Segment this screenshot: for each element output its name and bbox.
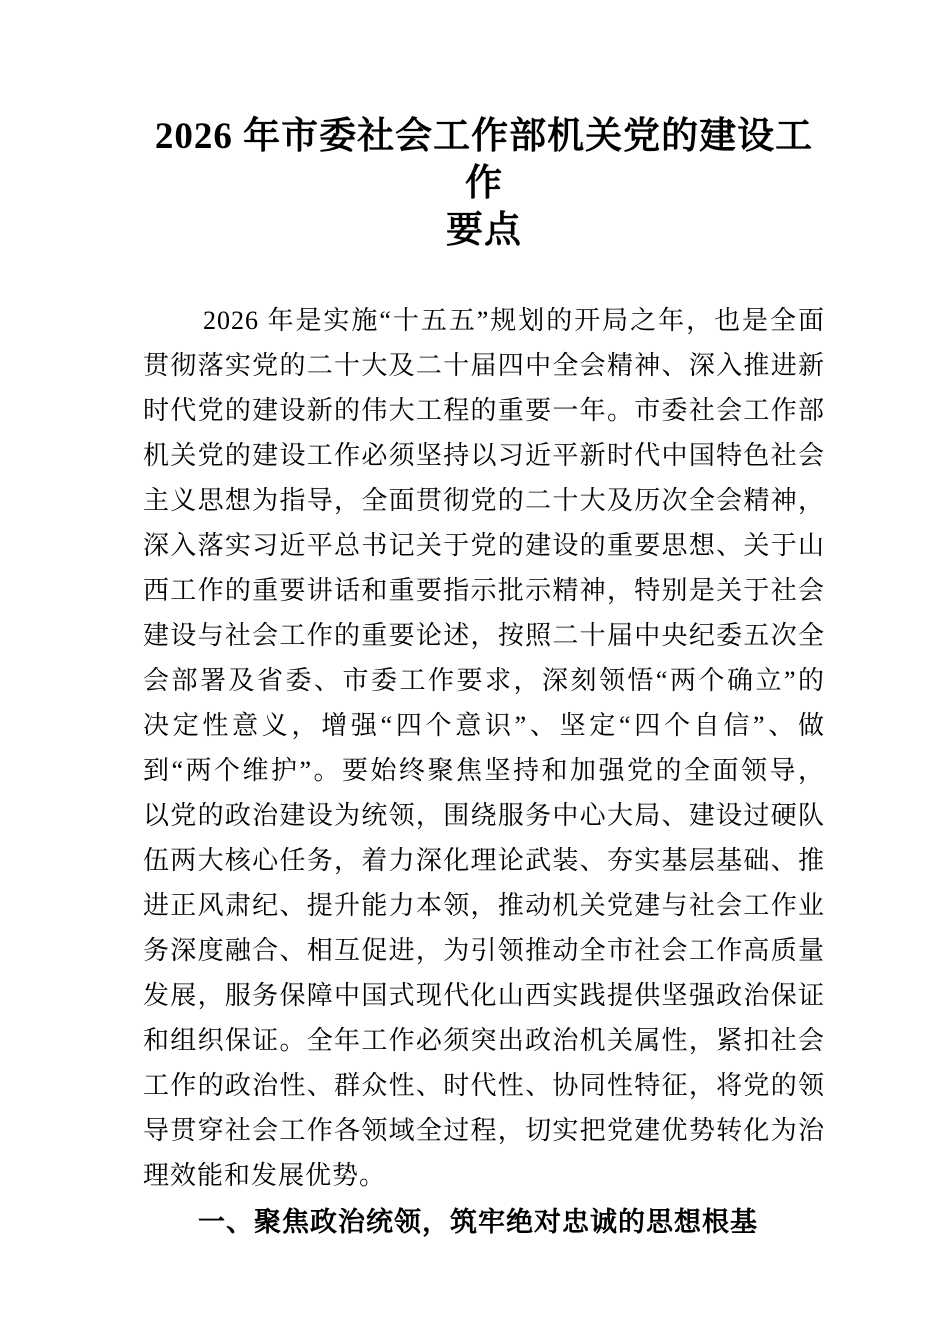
document-content <box>143 113 825 1245</box>
paragraph-line: 工作的政治性、群众性、时代性、协同性特征，将党的领 <box>143 1071 825 1100</box>
section-heading: 一、聚焦政治统领，筑牢绝对忠诚的思想根基 <box>198 1207 758 1237</box>
paragraph-line: 西工作的重要讲话和重要指示批示精神，特别是关于社会 <box>143 576 825 605</box>
paragraph-line: 建设与社会工作的重要论述，按照二十届中央纪委五次全 <box>143 621 825 650</box>
paragraph-line: 伍两大核心任务，着力深化理论武装、夯实基层基础、推 <box>143 846 825 875</box>
title-line-2: 要点 <box>446 210 522 251</box>
body-paragraph <box>143 298 825 1198</box>
document-title <box>143 113 825 254</box>
paragraph-line: 机关党的建设工作必须坚持以习近平新时代中国特色社会 <box>143 441 825 470</box>
paragraph-line: 会部署及省委、市委工作要求，深刻领悟“两个确立”的 <box>143 666 825 695</box>
paragraph-line: 导贯穿社会工作各领域全过程，切实把党建优势转化为治 <box>143 1116 825 1145</box>
paragraph-line: 决定性意义，增强“四个意识”、坚定“四个自信”、做 <box>143 711 825 740</box>
paragraph-line: 理效能和发展优势。 <box>143 1161 387 1190</box>
paragraph-line: 发展，服务保障中国式现代化山西实践提供坚强政治保证 <box>143 981 825 1010</box>
paragraph-line: 进正风肃纪、提升能力本领，推动机关党建与社会工作业 <box>143 891 825 920</box>
paragraph-line: 以党的政治建设为统领，围绕服务中心大局、建设过硬队 <box>143 801 825 830</box>
paragraph-line: 到“两个维护”。要始终聚焦坚持和加强党的全面领导， <box>143 756 825 785</box>
paragraph-line: 深入落实习近平总书记关于党的建设的重要思想、关于山 <box>143 531 825 560</box>
paragraph-line: 2026 年是实施“十五五”规划的开局之年，也是全面 <box>203 306 825 335</box>
paragraph-line: 时代党的建设新的伟大工程的重要一年。市委社会工作部 <box>143 396 825 425</box>
paragraph-line: 主义思想为指导，全面贯彻党的二十大及历次全会精神， <box>143 486 825 515</box>
paragraph-line: 贯彻落实党的二十大及二十届四中全会精神、深入推进新 <box>143 351 825 380</box>
title-line-1: 2026 年市委社会工作部机关党的建设工作 <box>154 116 814 204</box>
paragraph-line: 务深度融合、相互促进，为引领推动全市社会工作高质量 <box>143 936 825 965</box>
paragraph-line: 和组织保证。全年工作必须突出政治机关属性，紧扣社会 <box>143 1026 825 1055</box>
